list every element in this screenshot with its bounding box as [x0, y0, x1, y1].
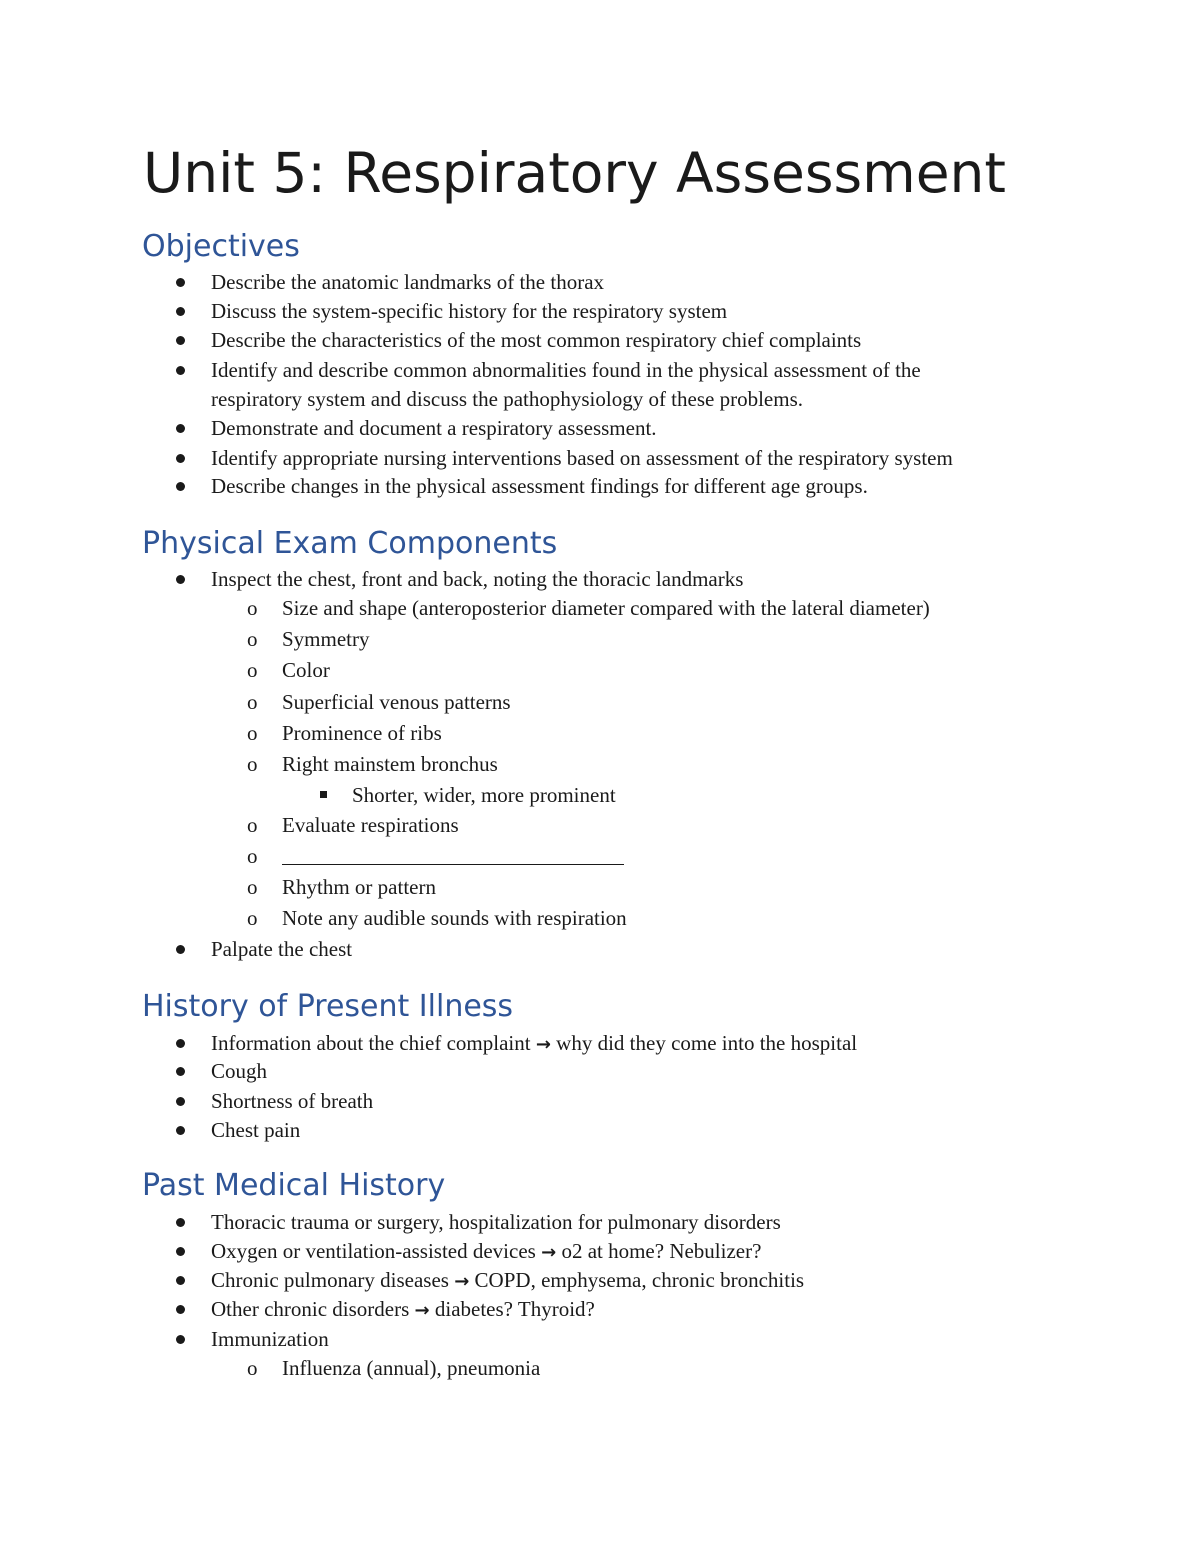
section-heading: History of Present Illness [142, 989, 514, 1024]
bullet-icon [176, 575, 185, 584]
bullet-icon [176, 366, 185, 375]
bullet-icon [176, 278, 185, 287]
arrow-right-icon: → [454, 1271, 470, 1292]
document-title: Unit 5: Respiratory Assessment [143, 141, 1006, 205]
bullet-icon [176, 1305, 185, 1314]
bullet-icon [176, 1247, 185, 1256]
section-heading: Past Medical History [142, 1168, 446, 1203]
fill-in-blank [282, 842, 624, 865]
bullet-icon [176, 1126, 185, 1135]
bullet-icon [176, 454, 185, 463]
bullet-icon [176, 945, 185, 954]
arrow-right-icon: → [414, 1300, 430, 1321]
circle-bullet-icon: o [247, 1356, 258, 1380]
circle-bullet-icon: o [247, 752, 258, 776]
circle-bullet-icon: o [247, 813, 258, 837]
bullet-icon [176, 307, 185, 316]
circle-bullet-icon: o [247, 596, 258, 620]
arrow-right-icon: → [535, 1034, 551, 1055]
arrow-right-icon: → [541, 1242, 557, 1263]
circle-bullet-icon: o [247, 690, 258, 714]
section-heading: Physical Exam Components [142, 526, 558, 561]
bullet-icon [176, 424, 185, 433]
bullet-icon [176, 1067, 185, 1076]
bullet-icon [176, 482, 185, 491]
circle-bullet-icon: o [247, 906, 258, 930]
bullet-icon [176, 1335, 185, 1344]
circle-bullet-icon: o [247, 658, 258, 682]
bullet-icon [176, 1039, 185, 1048]
section-heading: Objectives [142, 229, 300, 264]
bullet-icon [176, 1276, 185, 1285]
circle-bullet-icon: o [247, 875, 258, 899]
bullet-icon [176, 336, 185, 345]
circle-bullet-icon: o [247, 844, 258, 868]
bullet-icon [176, 1218, 185, 1227]
circle-bullet-icon: o [247, 721, 258, 745]
circle-bullet-icon: o [247, 627, 258, 651]
square-bullet-icon [320, 791, 327, 798]
document-page: Unit 5: Respiratory Assessment Objectives Describe the anatomic landmarks of the thorax Discuss the system-specific history for the respiratory system Describe the characteristics of the most common respiratory chief complaints Identify and describe common abnormalities found in the physical assessment of the respiratory system and discuss the pathophysiology of these problems. Demonstrate and document a respiratory assessment. Identify appropriate nursing interventions based on assessment of the respiratory system Describe changes in the physical assessment findings for different age groups. Physical Exam Components Inspect the chest, front and back, noting the thoracic landmarks o Size and shape (anteroposterior diameter compared with the lateral diameter) o Symmetry o Color o Superficial venous patterns o Prominence of ribs o Right mainstem bronchus Shorter, wider, more prominent o Evaluate respirations o o Rhythm or pattern o Note any audible sounds with respiration Palpate the chest History of Present Illness Information about the chief complaint → why did they come into the hospital Cough Shortness of breath Chest pain Past Medical History Thoracic trauma or surgery, hospitalization for pulmonary disorders Oxygen or ventilation-assisted devices → o2 at home? Nebulizer? Chronic pulmonary diseases → COPD, emphysema, chronic bronchitis Other chronic disorders → diabetes? Thyroid? Immunization o Influenza (annual), pneumonia [0, 0, 1200, 1553]
bullet-icon [176, 1097, 185, 1106]
